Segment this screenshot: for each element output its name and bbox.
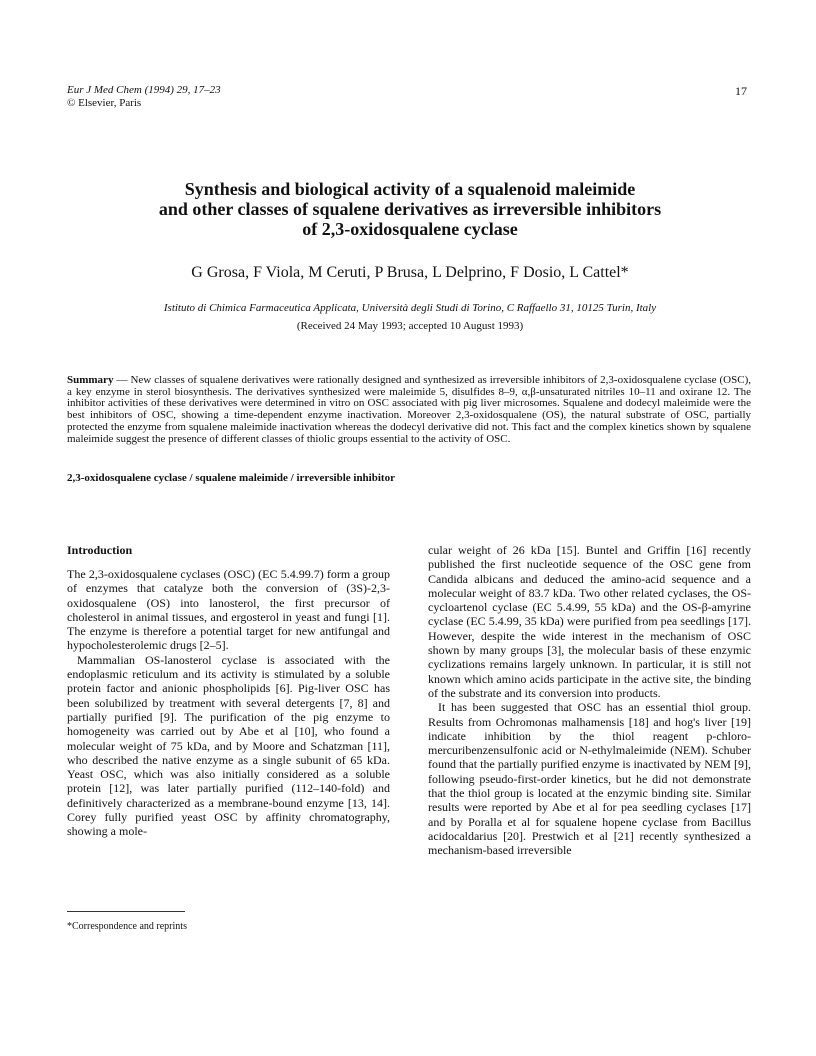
journal-header — [67, 84, 221, 110]
keywords: 2,3-oxidosqualene cyclase / squalene maleimide / irreversible inhibitor — [67, 472, 395, 484]
title-line-3: of 2,3-oxidosqualene cyclase — [302, 219, 518, 239]
paragraph: cular weight of 26 kDa [15]. Buntel and Griffin [16] recently published the first nucleotide sequence of the OSC gene from Candida albicans and deduced the amino-acid sequence and a molecular weight of 83.7 kDa. Two other related cyclases, the OS-cycloartenol cyclase (EC 5.4.99, 55 kDa) and the OS-β-amyrine cyclase (EC 5.4.99, 35 kDa) were purified from pea seedlings [17]. However, despite the wide interest in the mechanism of OSC shown by many groups [3], the molecular basis of these enzymic cyclizations remains largely unknown. In particular, it is still not known which amino acids participate in the active site, the binding of the substrate and its conversion into products. — [428, 543, 751, 700]
page-number: 17 — [735, 84, 747, 98]
footnote: *Correspondence and reprints — [67, 921, 187, 932]
article-title — [90, 179, 730, 239]
author-list: G Grosa, F Viola, M Ceruti, P Brusa, L Delprino, F Dosio, L Cattel* — [191, 264, 629, 281]
title-line-2: and other classes of squalene derivatives as irreversible inhibitors — [158, 199, 662, 219]
right-column — [428, 543, 751, 858]
title-line-1: Synthesis and biological activity of a squalenoid maleimide — [184, 179, 636, 199]
footnote-divider — [67, 911, 185, 912]
paragraph: The 2,3-oxidosqualene cyclases (OSC) (EC 5.4.99.7) form a group of enzymes that catalyze both the conversion of (3S)-2,3-oxidosqualene (OS) into lanosterol, the first precursor of cholesterol in animal tissues, and ergosterol in yeast and fungi [1]. The enzyme is therefore a potential target for new antifungal and hypocholesterolemic drugs [2–5]. — [67, 567, 390, 653]
journal-citation: Eur J Med Chem (1994) 29, 17–23 — [67, 84, 221, 96]
affiliation: Istituto di Chimica Farmaceutica Applicata, Università degli Studi di Torino, C Raffaello 31, 10125 Turin, Italy — [163, 302, 657, 314]
abstract — [67, 375, 751, 445]
left-column — [67, 543, 390, 839]
publisher-line: © Elsevier, Paris — [67, 97, 142, 109]
summary-label: Summary — [67, 374, 114, 386]
paragraph: Mammalian OS-lanosterol cyclase is associated with the endoplasmic reticulum and its activity is stimulated by a soluble protein factor and anionic phospholipids [6]. Pig-liver OSC has been solubilized by treatment with several detergents [7, 8] and partially purified [9]. The purification of the pig enzyme to homogeneity was carried out by Abe et al [10], who found a molecular weight of 75 kDa, and by Moore and Schatzman [11], who described the native enzyme as a single subunit of 65 kDa. Yeast OSC, which was also initially considered as a soluble protein [12], was later partially purified (112–140-fold) and definitively characterized as a membrane-bound enzyme [13, 14]. Corey fully purified yeast OSC by affinity chromatography, showing a mole- — [67, 652, 390, 839]
introduction-heading: Introduction — [67, 543, 133, 557]
received-dates: (Received 24 May 1993; accepted 10 August 1993) — [296, 320, 524, 332]
paragraph: It has been suggested that OSC has an essential thiol group. Results from Ochromonas malhamensis [18] and hog's liver [19] indicate inhibition by the thiol reagent p-chloro-mercuribenzensulfonic acid or N-ethylmaleimide (NEM). Schuber found that the partially purified enzyme is inactivated by NEM [9], following pseudo-first-order kinetics, but he did not demonstrate that the thiol group is located at the enzymic binding site. Similar results were reported by Abe et al for pea seedling cyclases [17] and by Poralla et al for squalene hopene cyclase from Bacillus acidocaldarius [20]. Prestwich et al [21] recently synthesized a mechanism-based irreversible — [428, 700, 751, 858]
summary-text: — New classes of squalene derivatives were rationally designed and synthesized as irreversible inhibitors of 2,3-oxidosqualene cyclase (OSC), a key enzyme in sterol biosynthesis. The derivatives synthesized were maleimide 5, disulfides 8–9, α,β-unsaturated nitriles 10–11 and oxirane 12. The inhibitor activities of these derivatives were determined in vitro on OSC associated with pig liver microsomes. Squalene and dodecyl maleimide were the best inhibitors of OSC, showing a time-dependent enzyme inactivation. Moreover 2,3-oxidosqualene (OS), the natural substrate of OSC, partially protected the enzyme from squalene maleimide inactivation whereas the dodecyl derivative did not. This fact and the complex kinetics shown by squalene maleimide suggest the presence of different classes of thiolic groups essential to the activity of OSC. — [67, 374, 751, 445]
